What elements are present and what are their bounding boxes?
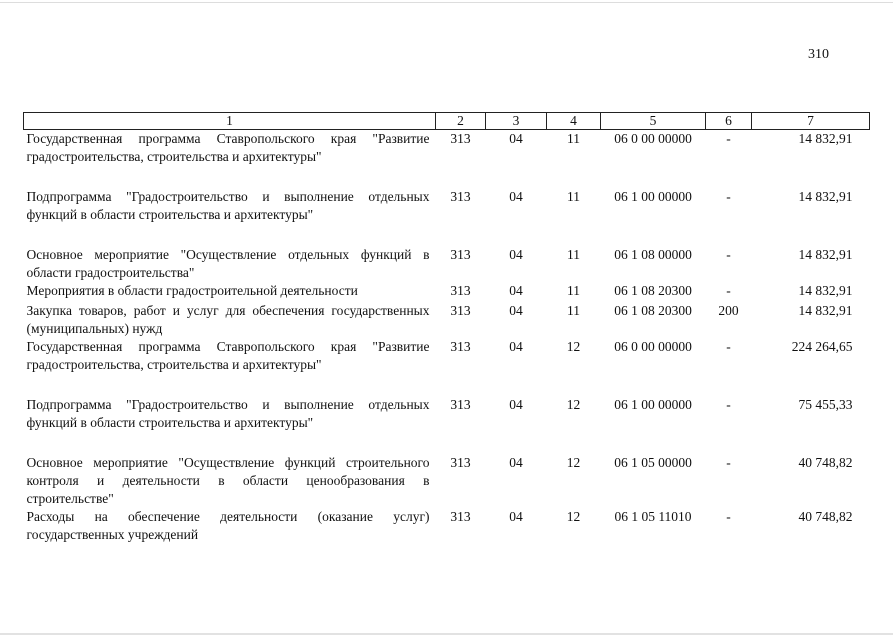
row-name: Закупка товаров, работ и услуг для обеспечения государственных (муниципальных) нужд bbox=[26, 303, 430, 336]
row-vr: - bbox=[726, 339, 731, 354]
row-pr: 11 bbox=[567, 283, 580, 298]
row-vr: - bbox=[726, 397, 731, 412]
row-ved: 313 bbox=[450, 247, 471, 262]
row-ved: 313 bbox=[450, 455, 471, 470]
row-pr: 11 bbox=[567, 247, 580, 262]
table-row bbox=[24, 302, 870, 338]
row-rz: 04 bbox=[509, 397, 523, 412]
row-amount: 40 748,82 bbox=[798, 509, 853, 524]
header-col-4: 4 bbox=[547, 113, 601, 130]
header-col-6: 6 bbox=[706, 113, 752, 130]
row-csr: 06 1 08 00000 bbox=[614, 247, 692, 262]
row-rz: 04 bbox=[509, 509, 523, 524]
scan-edge-bottom bbox=[0, 633, 893, 635]
row-rz: 04 bbox=[509, 303, 523, 318]
row-name: Расходы на обеспечение деятельности (оказание услуг) государственных учреждений bbox=[26, 509, 430, 542]
row-ved: 313 bbox=[450, 131, 471, 146]
table-row bbox=[24, 454, 870, 508]
row-amount: 14 832,91 bbox=[798, 189, 853, 204]
row-csr: 06 0 00 00000 bbox=[614, 339, 692, 354]
row-vr: - bbox=[726, 131, 731, 146]
row-pr: 12 bbox=[566, 397, 581, 412]
table-row bbox=[24, 282, 870, 302]
row-amount: 14 832,91 bbox=[798, 131, 853, 146]
header-col-7: 7 bbox=[752, 113, 870, 130]
row-rz: 04 bbox=[509, 131, 523, 146]
row-vr: - bbox=[726, 189, 731, 204]
row-pr: 11 bbox=[567, 189, 580, 204]
row-ved: 313 bbox=[450, 303, 471, 318]
row-ved: 313 bbox=[450, 283, 471, 298]
row-rz: 04 bbox=[509, 455, 523, 470]
table-row bbox=[24, 188, 870, 246]
table-row bbox=[24, 130, 870, 189]
budget-table bbox=[23, 112, 870, 544]
row-amount: 14 832,91 bbox=[798, 283, 853, 298]
row-csr: 06 1 08 20300 bbox=[614, 283, 692, 298]
table-row bbox=[24, 338, 870, 396]
row-vr: - bbox=[726, 283, 731, 298]
row-csr: 06 1 05 11010 bbox=[614, 509, 692, 524]
row-vr: 200 bbox=[718, 303, 739, 318]
row-ved: 313 bbox=[450, 189, 471, 204]
row-name: Основное мероприятие "Осуществление функций строительного контроля и деятельности в области ценообразования в строительстве" bbox=[26, 455, 430, 506]
row-csr: 06 1 05 00000 bbox=[614, 455, 692, 470]
row-pr: 12 bbox=[566, 339, 581, 354]
table-row bbox=[24, 396, 870, 454]
row-pr: 12 bbox=[566, 509, 581, 524]
row-amount: 224 264,65 bbox=[791, 339, 853, 354]
row-amount: 14 832,91 bbox=[798, 247, 853, 262]
row-vr: - bbox=[726, 455, 731, 470]
row-name: Государственная программа Ставропольского края "Развитие градостроительства, строительства и архитектуры" bbox=[26, 339, 430, 372]
row-rz: 04 bbox=[509, 247, 523, 262]
row-name: Подпрограмма "Градостроительство и выполнение отдельных функций в области строительства и архитектуры" bbox=[26, 189, 430, 222]
row-vr: - bbox=[726, 509, 731, 524]
row-pr: 11 bbox=[567, 131, 580, 146]
header-col-1: 1 bbox=[24, 113, 436, 130]
row-csr: 06 0 00 00000 bbox=[614, 131, 692, 146]
page-number: 310 bbox=[808, 47, 829, 62]
row-csr: 06 1 08 20300 bbox=[614, 303, 692, 318]
header-col-2: 2 bbox=[436, 113, 486, 130]
row-ved: 313 bbox=[450, 339, 471, 354]
row-name: Государственная программа Ставропольского края "Развитие градостроительства, строительства и архитектуры" bbox=[26, 131, 430, 164]
row-amount: 75 455,33 bbox=[798, 397, 853, 412]
row-pr: 12 bbox=[566, 455, 581, 470]
table-row bbox=[24, 246, 870, 282]
row-ved: 313 bbox=[450, 397, 471, 412]
row-rz: 04 bbox=[509, 283, 523, 298]
header-col-5: 5 bbox=[601, 113, 706, 130]
row-vr: - bbox=[726, 247, 731, 262]
table-row bbox=[24, 508, 870, 544]
row-rz: 04 bbox=[509, 189, 523, 204]
row-name: Подпрограмма "Градостроительство и выполнение отдельных функций в области строительства и архитектуры" bbox=[26, 397, 430, 430]
row-ved: 313 bbox=[450, 509, 471, 524]
header-row bbox=[24, 113, 870, 130]
scan-edge-top bbox=[0, 2, 893, 3]
row-name: Основное мероприятие "Осуществление отдельных функций в области градостроительства" bbox=[26, 247, 430, 280]
row-name: Мероприятия в области градостроительной деятельности bbox=[26, 283, 358, 298]
row-amount: 14 832,91 bbox=[798, 303, 853, 318]
header-col-3: 3 bbox=[486, 113, 547, 130]
row-rz: 04 bbox=[509, 339, 523, 354]
row-pr: 11 bbox=[567, 303, 580, 318]
row-csr: 06 1 00 00000 bbox=[614, 189, 692, 204]
row-amount: 40 748,82 bbox=[798, 455, 853, 470]
row-csr: 06 1 00 00000 bbox=[614, 397, 692, 412]
